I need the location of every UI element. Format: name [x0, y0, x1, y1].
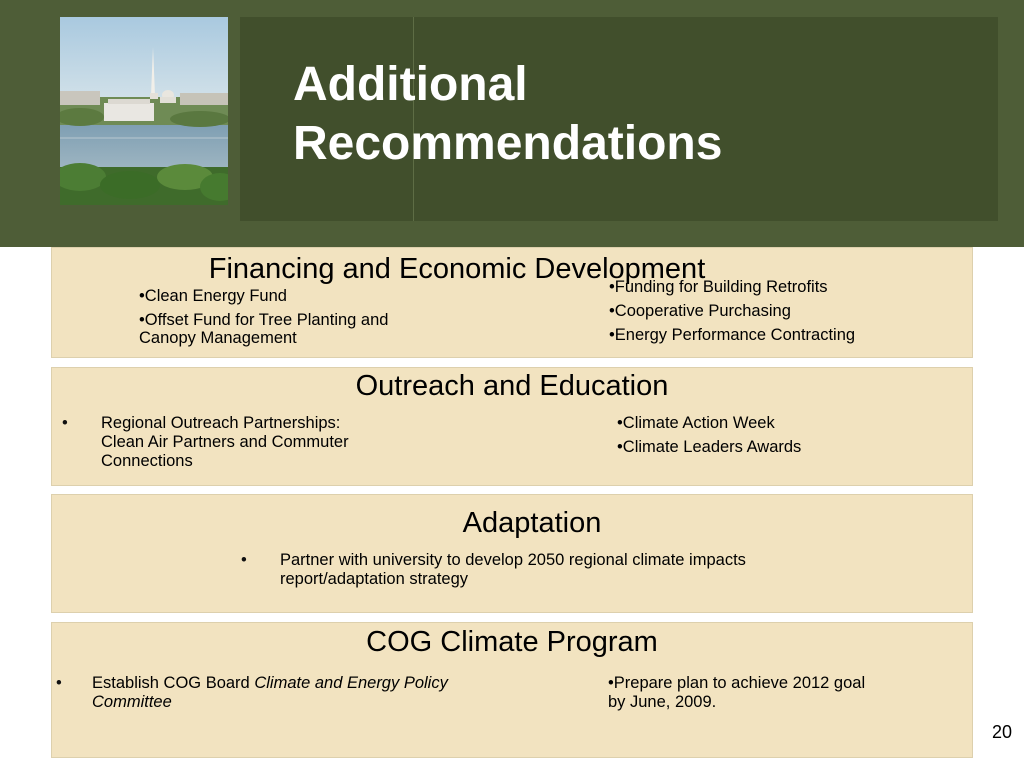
bullet-marker: • — [62, 414, 68, 432]
list-item — [92, 692, 448, 712]
list-item: Partner with university to develop 2050 regional climate impacts — [280, 551, 746, 569]
adaptation-list — [280, 550, 746, 589]
list-item: •Clean Energy Fund — [139, 287, 287, 305]
outreach-left-list — [101, 413, 349, 471]
outreach-section — [51, 367, 973, 486]
adaptation-heading: Adaptation — [462, 507, 602, 539]
list-item: •Energy Performance Contracting — [609, 326, 856, 344]
cog-heading: COG Climate Program — [366, 626, 658, 658]
title-line-2: Recommendations — [293, 117, 723, 170]
cog-left-italic-2: Committee — [92, 693, 172, 711]
financing-left-list — [139, 286, 388, 348]
financing-section — [51, 247, 973, 358]
financing-right-list — [609, 277, 855, 345]
list-item: •Cooperative Purchasing — [609, 302, 791, 320]
list-item: •Funding for Building Retrofits — [609, 278, 828, 296]
list-item: Canopy Management — [139, 329, 297, 347]
cog-left-italic: Climate and Energy Policy — [254, 674, 448, 692]
list-item: Regional Outreach Partnerships: — [101, 414, 341, 432]
cog-section — [51, 622, 973, 758]
bullet-marker: • — [56, 674, 62, 692]
cog-left-list — [92, 673, 448, 712]
washington-dc-photo — [60, 17, 228, 205]
list-item: Connections — [101, 452, 193, 470]
page-number: 20 — [991, 722, 1012, 742]
cog-right-list — [608, 673, 865, 712]
list-item: •Climate Leaders Awards — [617, 438, 802, 456]
title-line-1: Additional — [293, 58, 528, 111]
outreach-right-list — [617, 413, 801, 457]
list-item: report/adaptation strategy — [280, 570, 469, 588]
slide-title — [293, 55, 973, 173]
list-item: •Prepare plan to achieve 2012 goal — [608, 674, 866, 692]
financing-heading: Financing and Economic Development — [208, 253, 706, 285]
list-item: •Offset Fund for Tree Planting and — [139, 311, 389, 329]
cog-left-prefix: Establish COG Board — [92, 674, 255, 692]
adaptation-section — [51, 494, 973, 613]
bullet-marker: • — [241, 551, 247, 569]
list-item: by June, 2009. — [608, 693, 717, 711]
list-item: •Climate Action Week — [617, 414, 775, 432]
outreach-heading: Outreach and Education — [355, 370, 669, 402]
list-item: Clean Air Partners and Commuter — [101, 433, 349, 451]
list-item — [92, 673, 448, 693]
